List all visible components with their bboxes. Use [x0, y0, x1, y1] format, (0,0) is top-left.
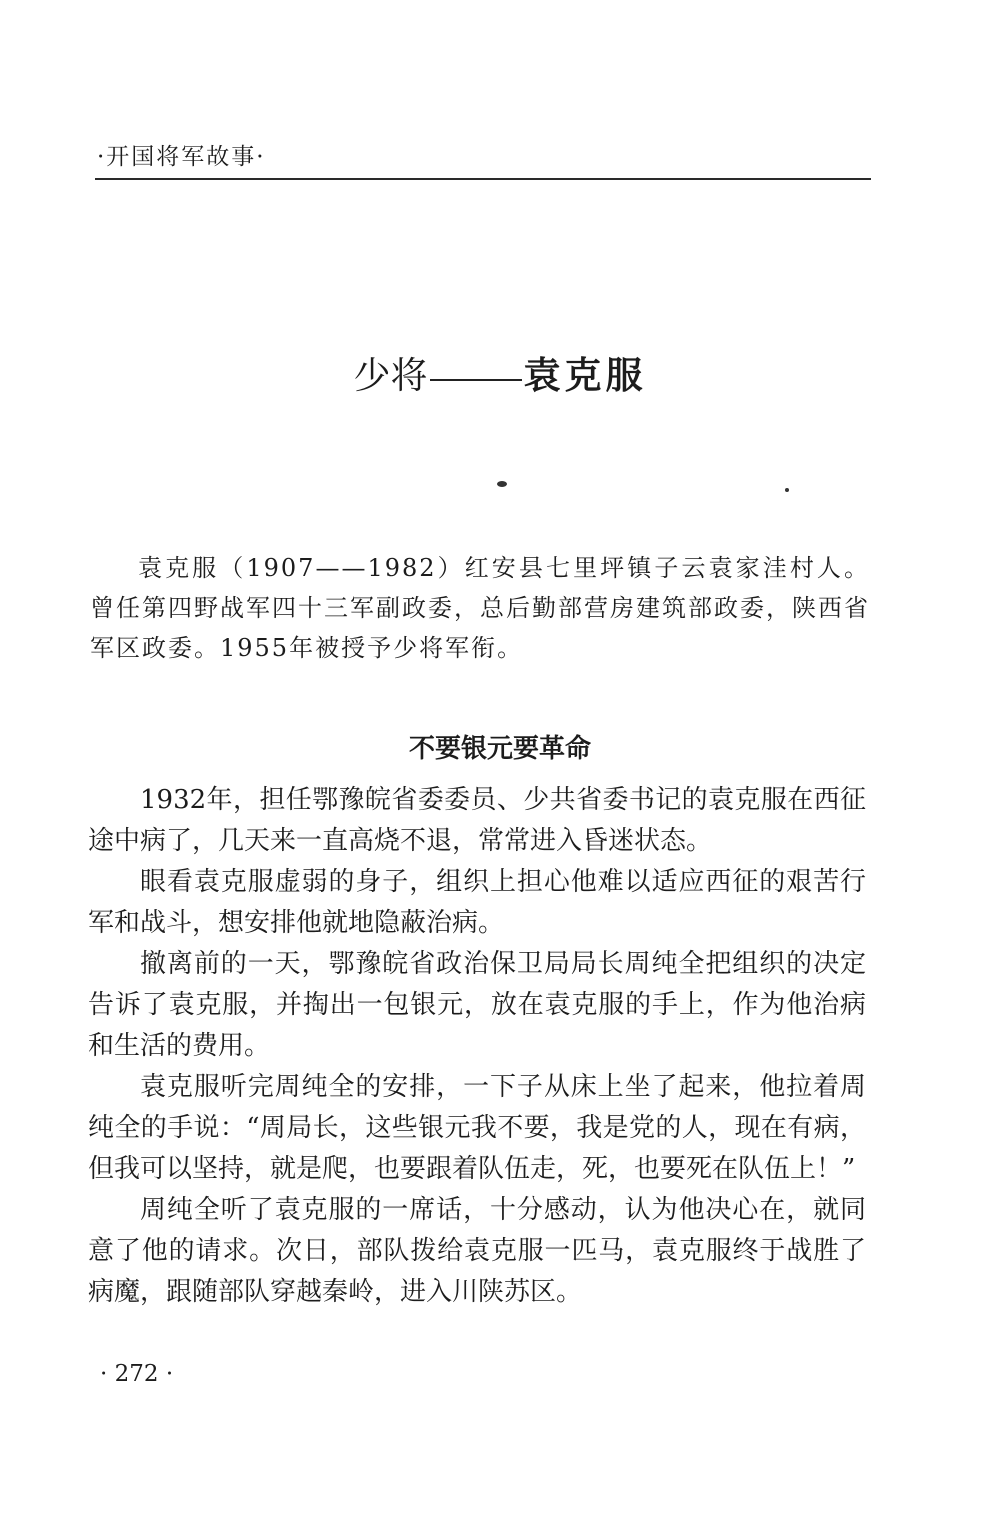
paragraph: 眼看袁克服虚弱的身子，组织上担心他难以适应西征的艰苦行军和战斗，想安排他就地隐蔽治病。 — [88, 867, 866, 938]
paragraph: 袁克服听完周纯全的安排，一下子从床上坐了起来，他拉着周纯全的手说：“周局长，这些银元我不要，我是党的人，现在有病，但我可以坚持，就是爬，也要跟着队伍走，死，也要死在队伍上！” — [88, 1072, 866, 1184]
running-header: ·开国将军故事· — [97, 144, 266, 170]
section-title: 不要银元要革命 — [408, 734, 591, 764]
title-name: 袁克服 — [523, 353, 647, 397]
paragraph: 撤离前的一天，鄂豫皖省政治保卫局局长周纯全把组织的决定告诉了袁克服，并掏出一包银元，放在袁克服的手上，作为他治病和生活的费用。 — [88, 949, 866, 1061]
print-speck — [497, 481, 507, 487]
page-number: · 272 · — [100, 1361, 174, 1387]
paragraph: 1932年，担任鄂豫皖省委委员、少共省委书记的袁克服在西征途中病了，几天来一直高烧不退，常常进入昏迷状态。 — [88, 785, 866, 856]
header-divider — [95, 178, 871, 180]
chapter-title — [0, 345, 1000, 399]
print-speck — [785, 488, 789, 492]
paragraph: 周纯全听了袁克服的一席话，十分感动，认为他决心在，就同意了他的请求。次日，部队拨给袁克服一匹马，袁克服终于战胜了病魔，跟随部队穿越秦岭，进入川陕苏区。 — [88, 1195, 866, 1307]
story-body — [88, 780, 866, 1313]
title-rank: 少将 — [353, 354, 428, 397]
biography-paragraph: 袁克服（1907——1982）红安县七里坪镇子云袁家洼村人。曾任第四野战军四十三军副政委，总后勤部营房建筑部政委，陕西省军区政委。1955年被授予少将军衔。 — [90, 554, 870, 662]
title-dash — [430, 379, 522, 381]
